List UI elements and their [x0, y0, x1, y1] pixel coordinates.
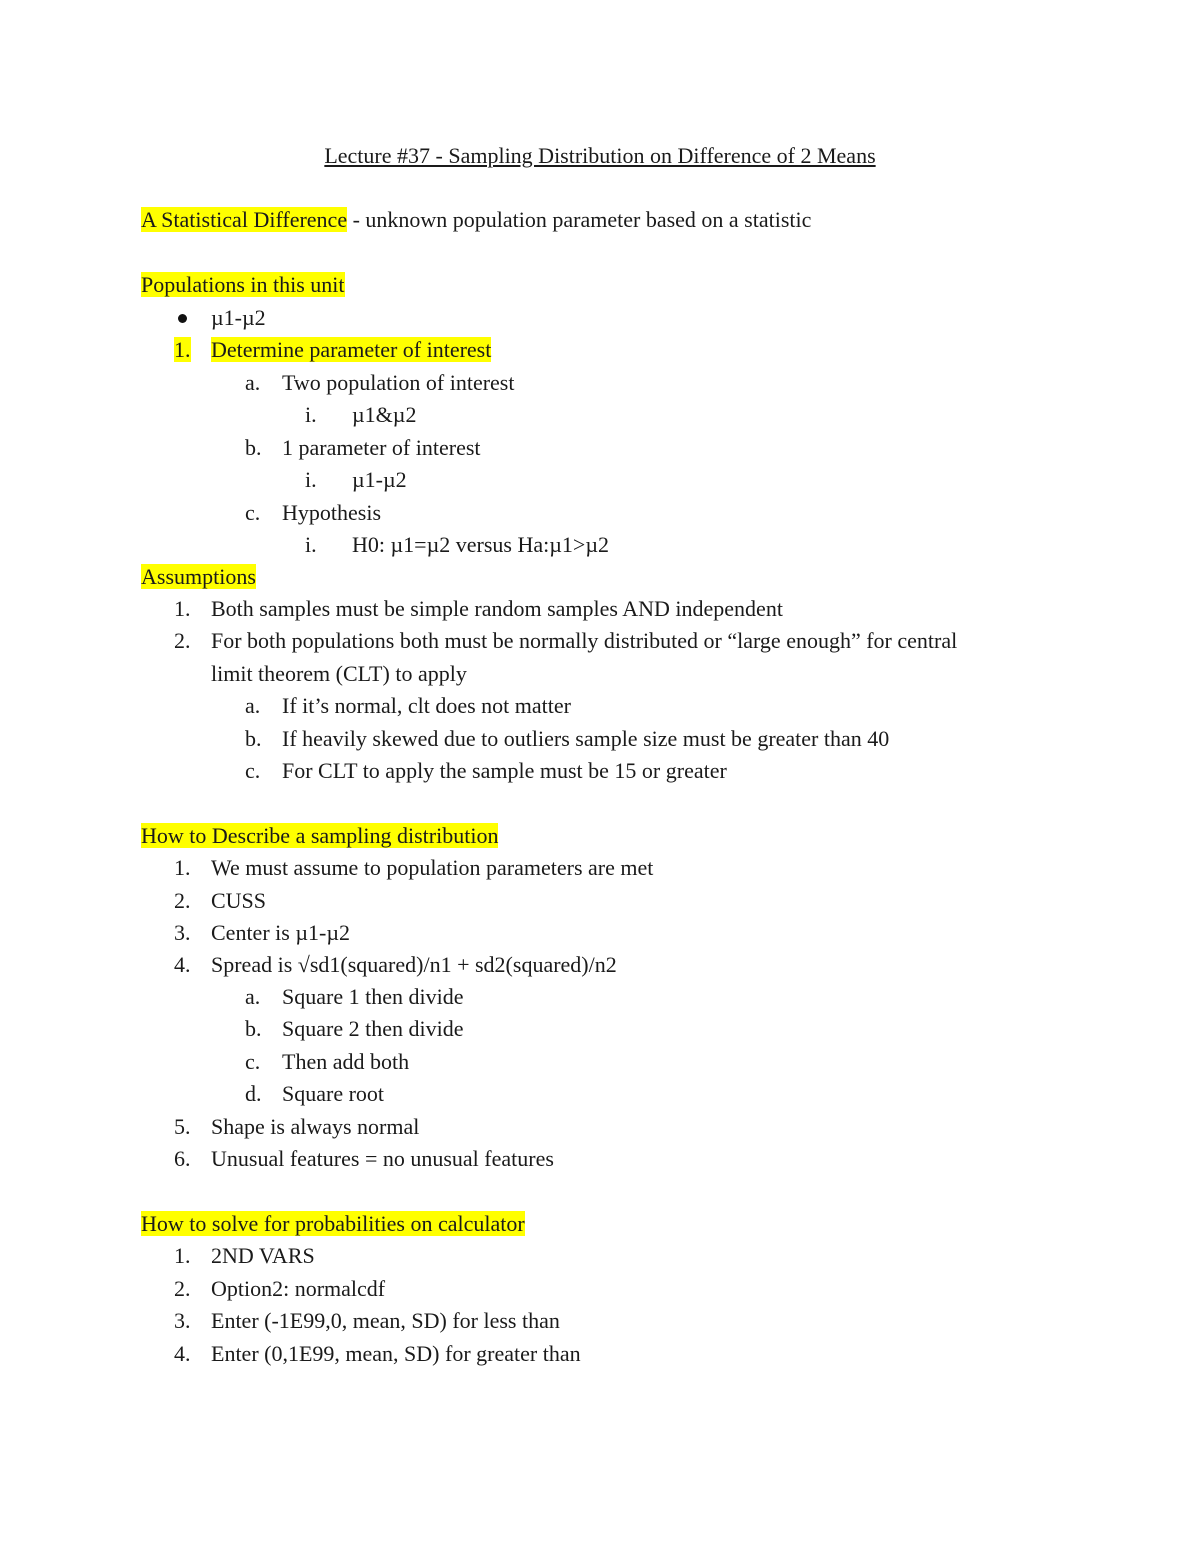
list-marker: a.	[245, 370, 261, 395]
describe-item5: Shape is always normal	[211, 1114, 420, 1139]
list-marker: i.	[305, 532, 317, 557]
definition-line	[141, 205, 811, 235]
populations-bullet: µ1-µ2	[211, 305, 266, 330]
list-marker: b.	[245, 1016, 262, 1041]
assumptions-c: For CLT to apply the sample must be 15 or greater	[282, 758, 727, 783]
list-marker: b.	[245, 435, 262, 460]
list-marker: 4.	[174, 952, 191, 977]
page-title: Lecture #37 - Sampling Distribution on Difference of 2 Means	[324, 143, 876, 168]
list-marker: 2.	[174, 628, 191, 653]
list-marker: 1.	[174, 855, 191, 880]
calculator-item3: Enter (-1E99,0, mean, SD) for less than	[211, 1308, 560, 1333]
describe-a: Square 1 then divide	[282, 984, 464, 1009]
populations-b-i: µ1-µ2	[352, 467, 407, 492]
populations-a: Two population of interest	[282, 370, 515, 395]
calculator-item4: Enter (0,1E99, mean, SD) for greater than	[211, 1341, 581, 1366]
list-marker: 1.	[174, 596, 191, 621]
list-marker: c.	[245, 500, 261, 525]
describe-heading: How to Describe a sampling distribution	[141, 823, 499, 848]
list-marker: 3.	[174, 1308, 191, 1333]
list-marker: 5.	[174, 1114, 191, 1139]
list-marker: i.	[305, 402, 317, 427]
populations-a-i: µ1&µ2	[352, 402, 417, 427]
list-marker: b.	[245, 726, 262, 751]
assumptions-item2-line2: limit theorem (CLT) to apply	[211, 661, 467, 686]
list-marker: 4.	[174, 1341, 191, 1366]
describe-item6: Unusual features = no unusual features	[211, 1146, 554, 1171]
calculator-item2: Option2: normalcdf	[211, 1276, 386, 1301]
assumptions-a: If it’s normal, clt does not matter	[282, 693, 571, 718]
populations-c-i: H0: µ1=µ2 versus Ha:µ1>µ2	[352, 532, 609, 557]
list-marker: c.	[245, 1049, 261, 1074]
describe-item3: Center is µ1-µ2	[211, 920, 350, 945]
describe-item2: CUSS	[211, 888, 267, 913]
list-marker: 1.	[174, 337, 191, 362]
populations-step1: Determine parameter of interest	[211, 337, 492, 362]
assumptions-heading: Assumptions	[141, 564, 256, 589]
calculator-item1: 2ND VARS	[211, 1243, 315, 1268]
populations-heading: Populations in this unit	[141, 272, 345, 297]
describe-item1: We must assume to population parameters are met	[211, 855, 654, 880]
populations-c: Hypothesis	[282, 500, 381, 525]
list-marker: 3.	[174, 920, 191, 945]
calculator-heading: How to solve for probabilities on calculator	[141, 1211, 525, 1236]
list-marker: a.	[245, 984, 261, 1009]
describe-c: Then add both	[282, 1049, 410, 1074]
describe-d: Square root	[282, 1081, 385, 1106]
list-marker: d.	[245, 1081, 262, 1106]
list-marker: 2.	[174, 1276, 191, 1301]
list-marker: 2.	[174, 888, 191, 913]
bullet-icon	[178, 314, 187, 323]
assumptions-item2-line1: For both populations both must be normally distributed or “large enough” for central	[211, 628, 958, 653]
list-marker: 1.	[174, 1243, 191, 1268]
list-marker: 6.	[174, 1146, 191, 1171]
describe-item4: Spread is √sd1(squared)/n1 + sd2(squared)/n2	[211, 952, 617, 977]
populations-b: 1 parameter of interest	[282, 435, 481, 460]
definition-text: - unknown population parameter based on a statistic	[347, 207, 812, 232]
list-marker: c.	[245, 758, 261, 783]
assumptions-item1: Both samples must be simple random samples AND independent	[211, 596, 783, 621]
definition-term: A Statistical Difference	[141, 207, 348, 232]
list-marker: i.	[305, 467, 317, 492]
list-marker: a.	[245, 693, 261, 718]
describe-b: Square 2 then divide	[282, 1016, 464, 1041]
assumptions-b: If heavily skewed due to outliers sample size must be greater than 40	[282, 726, 890, 751]
